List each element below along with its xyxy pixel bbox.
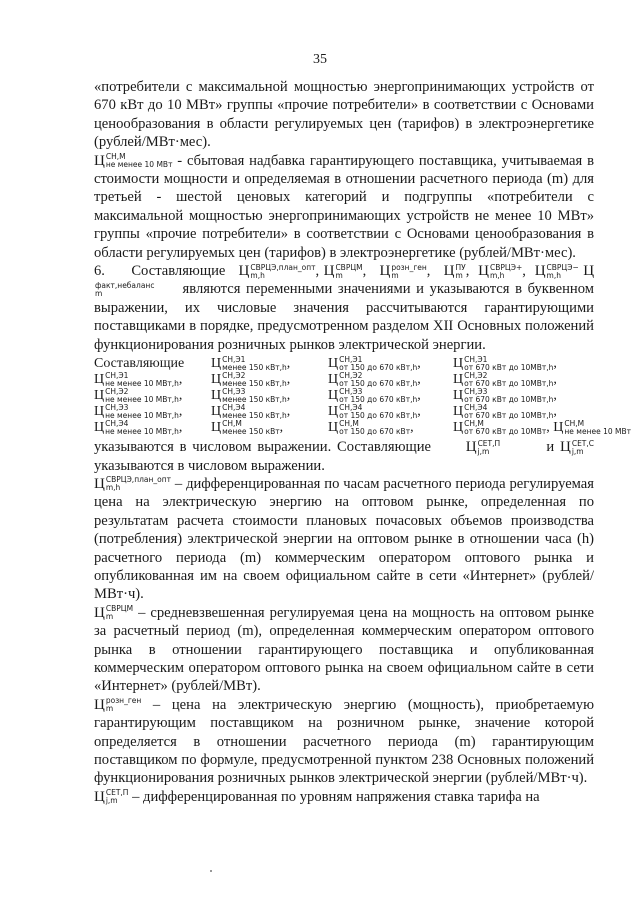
paragraph-3: 6. Составляющие Ц СВРЦЭ,план_опт m,h , Ц СВРЦМ m , Ц розн_ген m , Ц ПУ m , Ц СВРЦЭ+ m,h , Ц СВРЦЭ− m,h Ц факт,небаланс m являются переменными значениями и указываются в буквенном выражении, их числовые значения рассчитываются гарантирующими поставщиками в порядке, предусмотренном разделом XII Основных положений функционирования розничных рынков электрической энергии. — [94, 262, 595, 353]
document-body — [94, 78, 632, 806]
formula-symbol: Ц розн_ген m — [94, 696, 142, 714]
definition-text: - сбытовая надбавка гарантирующего поставщика, учитываемая в стоимости мощности и определяемая в отношении расчетного периода (m) для третьей - шестой ценовых категорий и подгруппы «потребители с максимальной мощностью энергопринимающих устройств не менее 10 МВт» группы «прочие потребители» в соответствии с Основами ценообразования в области регулируемых цен (тарифов) в электроэнергетике (рублей/МВт·мес). — [94, 152, 594, 261]
grid-item: Ц СН,М от 150 до 670 кВт , — [328, 419, 414, 437]
grid-item: Ц СН,Э2 от 670 кВт до 10МВт,h , — [453, 371, 557, 389]
formula-symbol: Ц СЕТ,П j,m — [94, 788, 129, 806]
grid-item: Ц СН,Э4 не менее 10 МВт,h , — [94, 419, 183, 437]
lead-word: Составляющие — [131, 263, 226, 280]
formula-symbol: Ц СВРЦЭ,план_опт m,h — [94, 475, 171, 493]
grid-item: Ц СН,Э2 не менее 10 МВт,h , — [94, 387, 183, 405]
grid-item: Ц СН,Э3 менее 150 кВт,h , — [211, 387, 291, 405]
formula-symbol: Ц СЕТ,С j,m — [559, 438, 595, 456]
formula-symbol: Ц СВРЦЭ− m,h — [534, 262, 579, 280]
grid-lead: Составляющие — [94, 356, 185, 372]
formula-symbol: Ц СЕТ,П j,m — [465, 438, 501, 456]
formula-symbol: Ц СВРЦЭ+ m,h — [478, 262, 523, 280]
grid-item: Ц СН,Э3 не менее 10 МВт,h , — [94, 403, 183, 421]
paragraph-2 — [94, 152, 594, 262]
formula-symbol: Ц факт,небаланс m — [95, 263, 595, 299]
grid-item: Ц СН,Э2 от 150 до 670 кВт,h , — [328, 371, 421, 389]
formula-symbol: Ц СВРЦМ m — [323, 262, 363, 280]
grid-item: Ц СН,Э1 от 150 до 670 кВт,h , — [328, 355, 421, 373]
grid-item: Ц СН,Э3 от 150 до 670 кВт,h , — [328, 387, 421, 405]
grid-item: Ц СН,М менее 150 кВт , — [211, 419, 284, 437]
grid-item: Ц СН,Э1 менее 150 кВт,h , — [211, 355, 291, 373]
grid-item: Ц СН,М от 670 кВт до 10МВт , Ц СН,М не менее 10 МВт — [453, 419, 632, 437]
components-grid — [94, 355, 632, 437]
page-number: 35 — [313, 52, 327, 67]
formula-symbol: Ц СВРЦМ m — [94, 604, 134, 622]
item-number: 6. — [94, 263, 105, 280]
formula-symbol: Ц СН,М не менее 10 МВт — [94, 152, 173, 170]
formula-symbol: Ц ПУ m — [443, 262, 466, 280]
formula-symbol: Ц СВРЦЭ,план_опт m,h — [238, 262, 316, 280]
scan-speck — [210, 870, 212, 872]
grid-item: Ц СН,Э4 менее 150 кВт,h , — [211, 403, 291, 421]
grid-item: Ц СН,Э1 от 670 кВт до 10МВт,h , — [453, 355, 557, 373]
paragraph-text: являются переменными значениями и указываются в буквенном выражении, их числовые значения рассчитываются гарантирующими поставщиками в порядке, предусмотренном разделом XII Основных положений функционирования розничных рынков электрической энергии. — [94, 281, 594, 353]
definition-3: Ц розн_ген m – цена на электрическую энергию (мощность), приобретаемую гарантирующим поставщиком на розничном рынке, значение которой определяется в отношении расчетного периода (m) гарантирующим поставщиком по формуле, предусмотренной пунктом 238 Основных положений функционирования розничных рынков электрической энергии (рублей/МВт·ч). — [94, 696, 594, 787]
paragraph-numeric-components: указываются в числовом выражении. Составляющие Ц СЕТ,П j,m и Ц СЕТ,С j,m указываются в числовом выражении. — [94, 438, 595, 474]
grid-item: Ц СН,Э3 от 670 кВт до 10МВт,h , — [453, 387, 557, 405]
grid-item: Ц СН,Э1 не менее 10 МВт,h , — [94, 371, 183, 389]
grid-item: Ц СН,Э4 от 670 кВт до 10МВт,h , — [453, 403, 557, 421]
formula-symbol: Ц розн_ген m — [379, 262, 427, 280]
definition-1: Ц СВРЦЭ,план_опт m,h – дифференцированная по часам расчетного периода регулируемая цена на электрическую энергию на оптовом рынке, определенная по результатам расчета стоимости плановых почасовых объемов производства (потребления) электрической энергии на оптовом рынке в отношении часа (h) расчетного периода (m) коммерческим оператором оптового рынка и опубликованная им на своем официальном сайте в сети «Интернет» (рублей/МВт·ч). — [94, 475, 594, 603]
definition-4: Ц СЕТ,П j,m – дифференцированная по уровням напряжения ставка тарифа на — [94, 788, 540, 806]
grid-item: Ц СН,Э2 менее 150 кВт,h , — [211, 371, 291, 389]
definition-2: Ц СВРЦМ m – средневзвешенная регулируемая цена на мощность на оптовом рынке за расчетный период (m), определенная коммерческим оператором оптового рынка в отношении гарантирующего поставщика и опубликованная коммерческим оператором оптового рынка на своем официальном сайте в сети «Интернет» (рублей/МВт). — [94, 604, 594, 695]
grid-item: Ц СН,Э4 от 150 до 670 кВт,h , — [328, 403, 421, 421]
paragraph-1: «потребители с максимальной мощностью энергопринимающих устройств от 670 кВт до 10 МВт» группы «прочие потребители» в соответствии с Основами ценообразования в области регулируемых цен (тарифов) в электроэнергетике (рублей/МВт·мес). — [94, 79, 594, 151]
